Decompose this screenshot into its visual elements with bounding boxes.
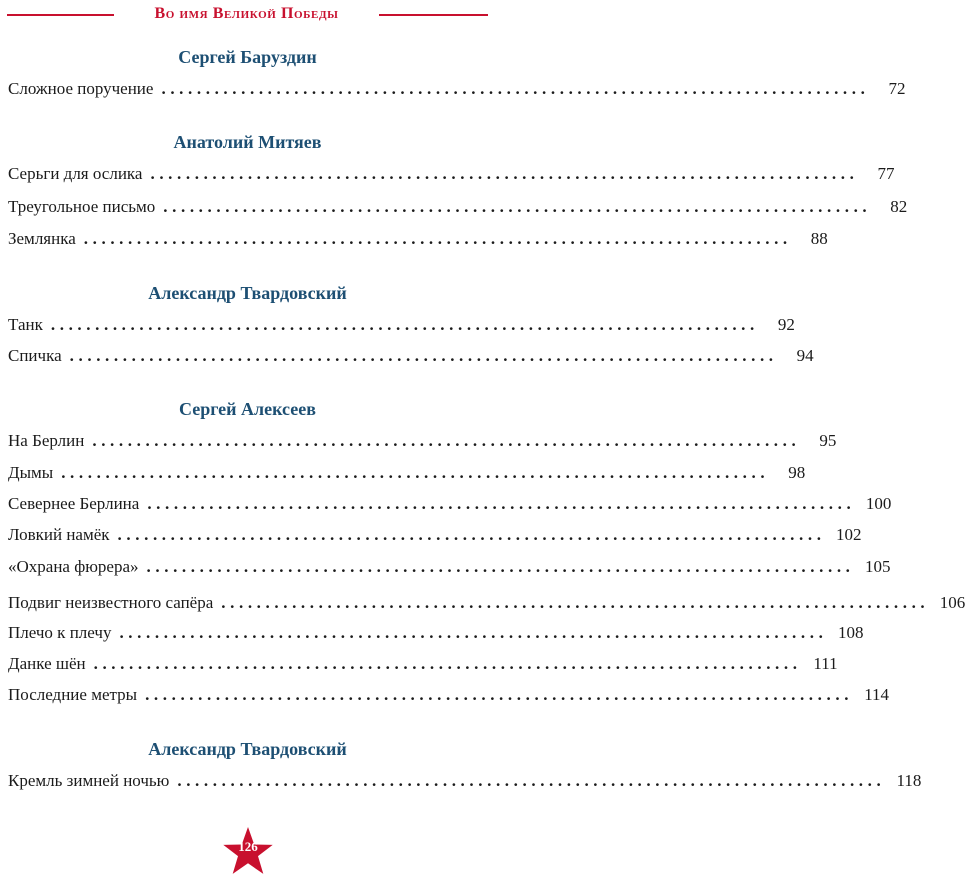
- author-heading: Александр Твардовский: [148, 739, 347, 759]
- dot-leader: ................................................................................: [119, 623, 828, 642]
- entry-page: 114: [864, 685, 890, 704]
- author-heading: Анатолий Митяев: [173, 132, 322, 152]
- running-header: [0, 4, 495, 24]
- toc-entry: [8, 344, 814, 368]
- entry-page: 72: [888, 79, 906, 98]
- entry-title: Последние метры: [8, 685, 138, 704]
- dot-leader: ................................................................................: [177, 771, 886, 790]
- toc-entry: [8, 523, 862, 547]
- toc-entry: [8, 621, 864, 645]
- entry-page: 98: [788, 463, 806, 482]
- dot-leader: ................................................................................: [145, 685, 854, 704]
- header-rule-left: [7, 14, 114, 16]
- toc-entry: [8, 683, 890, 707]
- toc-entry: [8, 769, 922, 793]
- dot-leader: ................................................................................: [92, 431, 801, 450]
- dot-leader: ................................................................................: [93, 654, 802, 673]
- dot-leader: ................................................................................: [117, 525, 826, 544]
- entry-title: Сложное поручение: [8, 79, 154, 98]
- dot-leader: ................................................................................: [150, 164, 859, 183]
- dot-leader: ................................................................................: [161, 79, 870, 98]
- dot-leader: ................................................................................: [61, 463, 770, 482]
- entry-title: Плечо к плечу: [8, 623, 112, 642]
- entry-title: Спичка: [8, 346, 62, 365]
- entry-page: 105: [865, 557, 891, 576]
- entry-page: 106: [939, 593, 965, 612]
- toc-entry: [8, 461, 806, 485]
- entry-title: Севернее Берлина: [8, 494, 140, 513]
- entry-title: На Берлин: [8, 431, 85, 450]
- author-heading: Сергей Алексеев: [179, 399, 316, 419]
- entry-page: 88: [810, 229, 828, 248]
- dot-leader: ................................................................................: [146, 557, 855, 576]
- red-star-icon: [222, 826, 274, 878]
- toc-entry: [8, 492, 892, 516]
- entry-title: «Охрана фюрера»: [8, 557, 139, 576]
- entry-title: Танк: [8, 315, 43, 334]
- entry-title: Серьги для ослика: [8, 164, 143, 183]
- entry-page: 94: [796, 346, 814, 365]
- entry-title: Ловкий намёк: [8, 525, 110, 544]
- dot-leader: ................................................................................: [163, 197, 872, 216]
- entry-page: 82: [890, 197, 908, 216]
- entry-page: 95: [819, 431, 837, 450]
- author-heading: Сергей Баруздин: [178, 47, 317, 67]
- entry-title: Землянка: [8, 229, 76, 248]
- dot-leader: ................................................................................: [147, 494, 856, 513]
- toc-entry: [8, 313, 795, 337]
- entry-title: Дымы: [8, 463, 54, 482]
- page-number: 126: [238, 839, 258, 854]
- dot-leader: ................................................................................: [221, 593, 930, 612]
- header-rule-right: [379, 14, 488, 16]
- entry-page: 92: [777, 315, 795, 334]
- entry-page: 102: [836, 525, 862, 544]
- toc-entry: [8, 652, 838, 676]
- entry-page: 108: [837, 623, 864, 642]
- header-title: Во имя Великой Победы: [154, 5, 339, 22]
- entry-title: Данке шён: [8, 654, 86, 673]
- entry-page: 77: [877, 164, 895, 183]
- entry-page: 118: [896, 771, 922, 790]
- toc-entry: [8, 77, 906, 101]
- entry-page: 100: [865, 494, 892, 513]
- dot-leader: ................................................................................: [69, 346, 778, 365]
- toc-entry: [8, 195, 908, 219]
- dot-leader: ................................................................................: [50, 315, 759, 334]
- entry-title: Кремль зимней ночью: [8, 771, 170, 790]
- toc-entry: [8, 591, 965, 615]
- entry-title: Треугольное письмо: [8, 197, 156, 216]
- entry-page: 111: [813, 654, 838, 673]
- toc-entry: [8, 162, 895, 186]
- dot-leader: ................................................................................: [83, 229, 792, 248]
- toc-entry: [8, 555, 891, 579]
- author-heading: Александр Твардовский: [148, 283, 347, 303]
- toc-entry: [8, 429, 837, 453]
- entry-title: Подвиг неизвестного сапёра: [8, 593, 214, 612]
- toc-entry: [8, 227, 828, 251]
